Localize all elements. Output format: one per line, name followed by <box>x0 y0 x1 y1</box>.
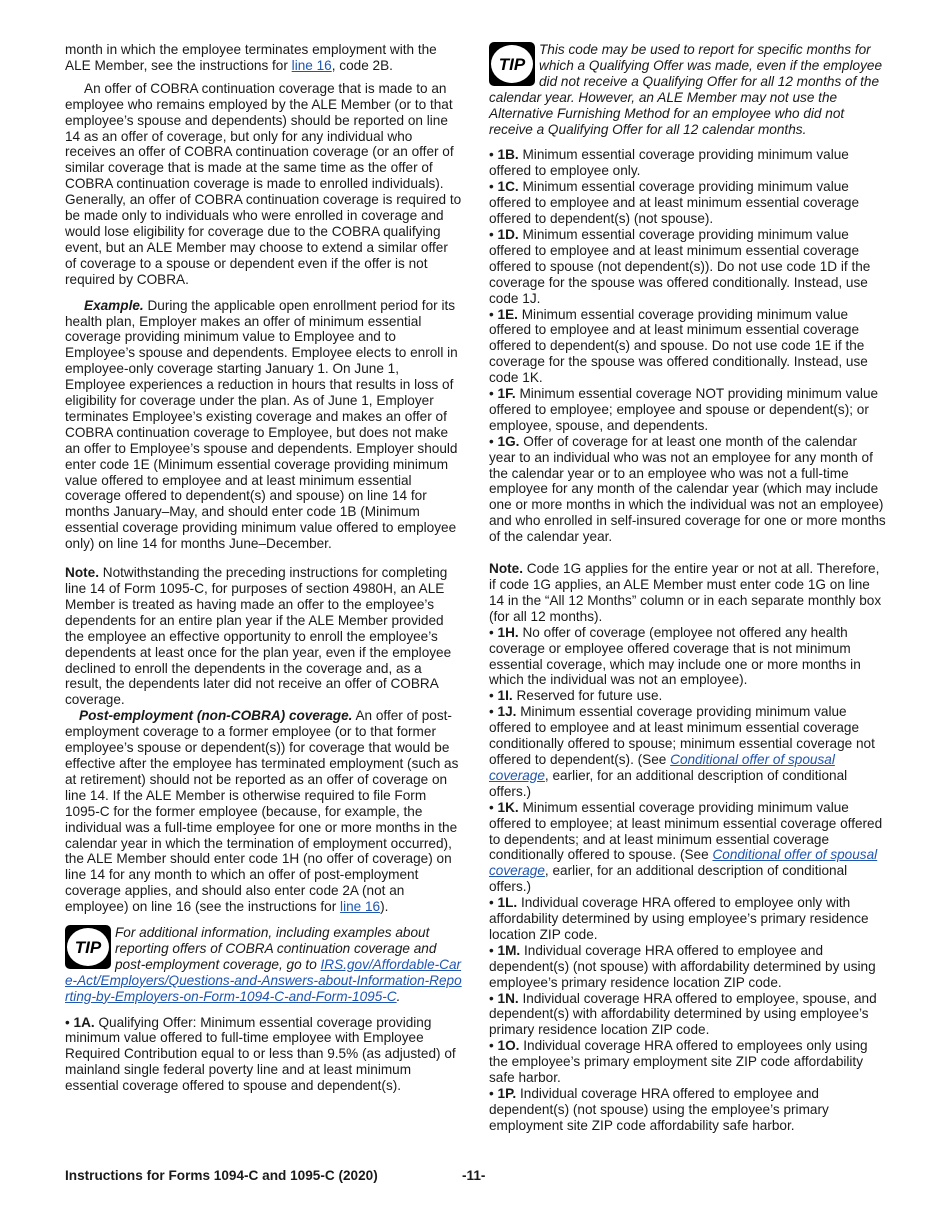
paragraph-post-employment: Post-employment (non-COBRA) coverage. An offer of post-employment coverage to a former employee (or to that former employee’s spouse or dependent(s)) for coverage that would be effective after the employee has terminated employment (such as at retirement) should not be reported as an offer of coverage on line 14. If the ALE Member is otherwise required to file Form 1095-C for the former employee (because, for example, the individual was a full-time employee for one or more months in the calendar year in which the termination of employment occurred), the ALE Member should enter code 1H (no offer of coverage) on line 14 for any month to which an offer of post-employment coverage applies, and should also enter code 2A (not an employee) on line 16 (see the instructions for line 16). <box>65 708 459 915</box>
paragraph-example: Example. During the applicable open enrollment period for its health plan, Employer makes an offer of minimum essential coverage providing minimum value to Employee and to Employee’s spouse and dependents. Employee elects to enroll in employee-only coverage starting January 1. On June 1, Employee experiences a reduction in hours that results in loss of eligibility for coverage under the plan. As of June 1, Employer terminates Employee’s existing coverage and makes an offer of COBRA continuation coverage to Employee, but does not make an offer to Employee’s spouse and dependents. Employer should enter code 1E (Minimum essential coverage providing minimum value offered to employee and at least minimum essential coverage offered to dependent(s) and spouse) on line 14 for months January–May, and should enter code 1B (Minimum essential coverage providing minimum value offered to employee only) on line 14 for months June–December. <box>65 297 458 552</box>
code-item: • 1K. Minimum essential coverage providing minimum value offered to employee; at least minimum essential coverage offered to dependents; and at least minimum essential coverage conditionally offered to spouse. (See Conditional offer of spousal coverage, earlier, for an additional description of conditional offers.) <box>489 799 883 895</box>
code-item: • 1J. Minimum essential coverage providing minimum value offered to employee and at least minimum essential coverage conditionally offered to spouse; minimum essential coverage not offered to dependent(s). (See Conditional offer of spousal coverage, earlier, for an additional description of conditional offers.) <box>489 704 875 799</box>
code-item: • 1F. Minimum essential coverage NOT providing minimum value offered to employee; employee and spouse or dependent(s); or employee, spouse, and dependents. <box>489 386 879 433</box>
footer-title: Instructions for Forms 1094-C and 1095-C (2020) <box>65 1168 378 1183</box>
right-column <box>489 42 887 1134</box>
tip-icon <box>489 42 535 86</box>
code-item: • 1B. Minimum essential coverage providing minimum value offered to employee only. <box>489 147 849 179</box>
tip-icon-label: TIP <box>74 938 102 958</box>
code-item: • 1C. Minimum essential coverage providing minimum value offered to employee and at least minimum essential coverage offered to dependent(s) (not spouse). <box>489 179 860 227</box>
tip-icon-label: TIP <box>498 55 526 74</box>
line-16-link[interactable]: line 16 <box>291 57 332 73</box>
conditional-offer-link[interactable]: Conditional offer of spousal coverage <box>489 751 835 783</box>
paragraph-note-1g: Note. Code 1G applies for the entire year or not at all. Therefore, if code 1G applies, an ALE Member must enter code 1G on line 14 in the “All 12 Months” column or in each separate monthly box (for all 12 months). <box>489 561 882 624</box>
code-item: • 1O. Individual coverage HRA offered to employees only using the employee’s primary employment site ZIP code affordability safe harbor. <box>489 1038 868 1086</box>
line-16-link[interactable]: line 16 <box>340 899 381 915</box>
code-item: • 1G. Offer of coverage for at least one month of the calendar year to an individual who was not an employee for any month of the calendar year or to an employee who was not a full-time employee for any month of the calendar year (which may include one or more months in which the individual was not an employee) and who enrolled in self-insured coverage for one or more months of the calendar year. <box>489 433 886 545</box>
page-number: -11- <box>462 1168 486 1183</box>
code-item: • 1P. Individual coverage HRA offered to employee and dependent(s) (not spouse) using the employee’s primary employment site ZIP code affordability safe harbor. <box>489 1086 829 1133</box>
tip-box-cobra-info: TIP For additional information, including examples about reporting offers of COBRA continuation coverage and post-employment coverage, go to IRS.gov/Affordable-Care-Act/Employers/Questions-and-Answers-about-Information-Reporting-by-Employers-on-Form-1094-C-and-Form-1095-C. <box>65 925 462 1004</box>
code-item: • 1E. Minimum essential coverage providing minimum value offered to employee and at least minimum essential coverage offered to dependent(s) and spouse. Do not use code 1E if the coverage for the spouse was offered conditionally. Instead, use code 1K. <box>489 306 868 386</box>
conditional-offer-link[interactable]: Conditional offer of spousal coverage <box>489 847 878 879</box>
codes-list-1 <box>489 147 887 545</box>
tip-box-qualifying-offer: TIP This code may be used to report for specific months for which a Qualifying Offer was made, even if the employee did not receive a Qualifying Offer for all 12 months of the calendar year. However, an ALE Member may not use the Alternative Furnishing Method for an employee who did not receive a Qualifying Offer for all 12 calendar months. <box>489 42 883 137</box>
paragraph-cobra-offer: An offer of COBRA continuation coverage that is made to an employee who remains employed by the ALE Member (or to that employee’s spouse and dependents) should be reported on line 14 as an offer of coverage, but only for any individual who receives an offer of COBRA continuation coverage (or an offer of similar coverage that is made at the same time as the offer of COBRA continuation coverage is made to enrolled individuals). Generally, an offer of COBRA continuation coverage is required to be made only to individuals who were enrolled in coverage and would lose eligibility for coverage due to the COBRA qualifying event, but an ALE Member may choose to extend a similar offer of coverage to a spouse or dependent even if the offer is not required by COBRA. <box>65 80 462 287</box>
code-item: • 1H. No offer of coverage (employee not offered any health coverage or employee offered coverage that is not minimum essential coverage, which may include one or more months in which the individual was not an employee). <box>489 624 861 688</box>
paragraph-continuation: month in which the employee terminates employment with the ALE Member, see the instructions for line 16, code 2B. <box>65 42 437 73</box>
left-column <box>65 42 462 1094</box>
code-item: • 1D. Minimum essential coverage providing minimum value offered to employee and at least minimum essential coverage offered to spouse (not dependent(s)). Do not use code 1D if the coverage for the spouse was offered conditionally. Instead, use code 1J. <box>489 226 871 306</box>
code-item: • 1I. Reserved for future use. <box>489 688 663 704</box>
code-item: • 1M. Individual coverage HRA offered to employee and dependent(s) (not spouse) with affordability determined by using employee’s primary residence location ZIP code. <box>489 942 876 990</box>
tip-icon <box>65 925 111 969</box>
irs-aca-link[interactable]: IRS.gov/Affordable-Care-Act/Employers/Questions-and-Answers-about-Information-Reporting-by-Employers-on-Form-1094-C-and-Form-1095-C <box>65 956 462 1004</box>
code-1a-item: • 1A. Qualifying Offer: Minimum essential coverage providing minimum value offered to full-time employee with Employee Required Contribution equal to or less than 9.5% (as adjusted) of mainland single federal poverty line and at least minimum essential coverage offered to spouse and dependent(s). <box>65 1014 456 1094</box>
code-item: • 1N. Individual coverage HRA offered to employee, spouse, and dependent(s) with affordability determined by using employee’s primary residence location ZIP code. <box>489 990 877 1038</box>
code-item: • 1L. Individual coverage HRA offered to employee only with affordability determined by using employee’s primary residence location ZIP code. <box>489 895 869 942</box>
paragraph-note: Note. Notwithstanding the preceding instructions for completing line 14 of Form 1095-C, for purposes of section 4980H, an ALE Member is treated as having made an offer to the employee’s dependents for an entire plan year if the ALE Member provided the employee an effective opportunity to enroll the employee’s dependents at least once for the plan year, even if the employee declined to enroll the dependents in the coverage and, as a result, the dependents later did not receive an offer of COBRA coverage. <box>65 565 452 708</box>
